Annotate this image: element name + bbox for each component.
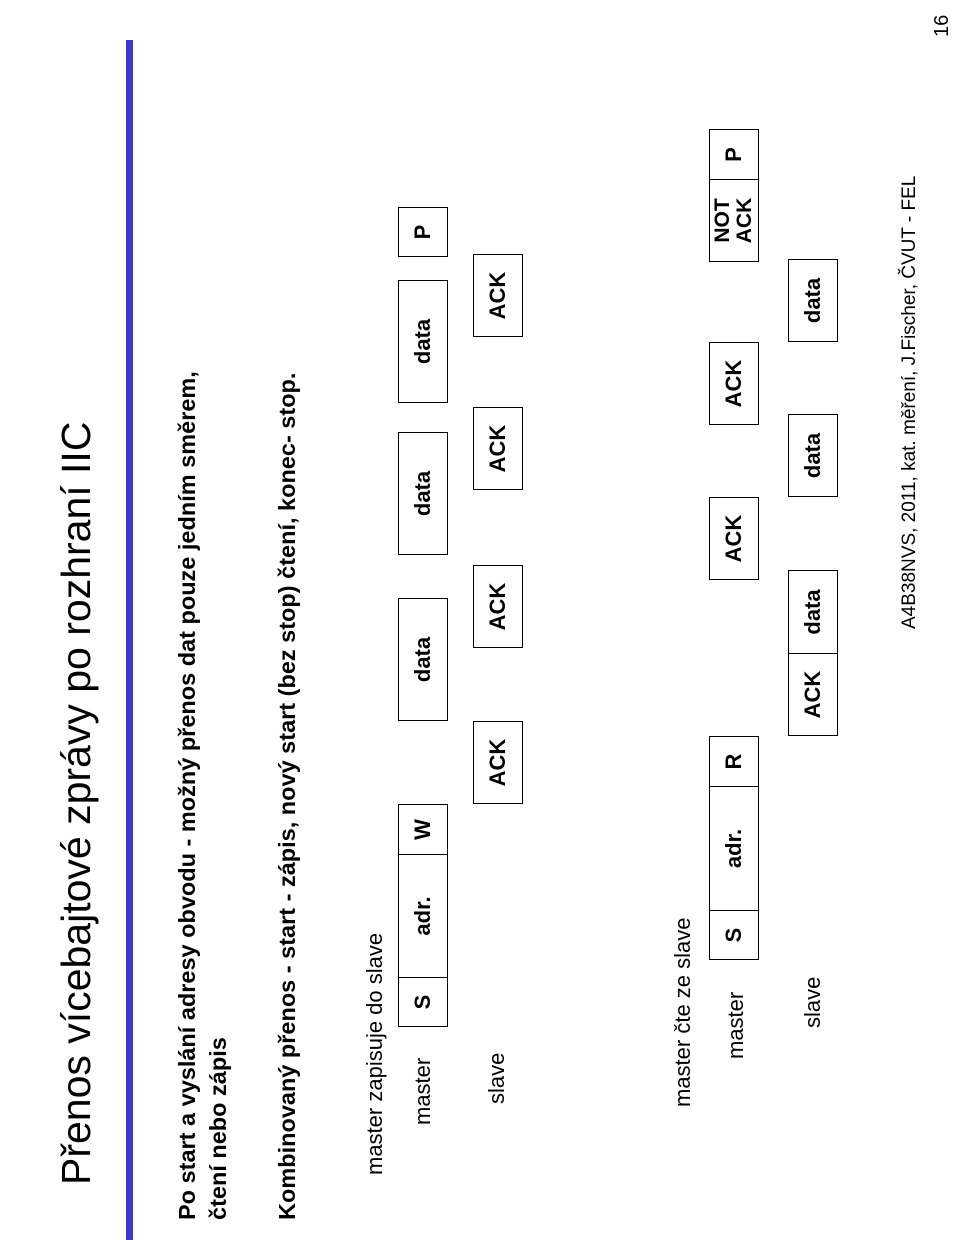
- page-title: Přenos vícebajtové zprávy po rozhraní IIC: [53, 421, 99, 1185]
- read-r-field: R: [709, 736, 759, 786]
- read-diagram-heading: master čte ze slave: [670, 917, 695, 1107]
- read-stop-field: P: [709, 129, 759, 179]
- read-slave-data-field-2: data: [788, 414, 838, 497]
- write-ack-field-3: ACK: [473, 407, 523, 490]
- paragraph-1-line-2: čtení nebo zápis: [205, 1037, 231, 1220]
- write-diagram-heading: master zapisuje do slave: [362, 932, 387, 1175]
- read-slave-ack-field: ACK: [788, 653, 838, 736]
- write-master-label: master: [410, 1057, 435, 1125]
- read-slave-data-field-3: data: [788, 259, 838, 342]
- read-slave-data-field-1: data: [788, 570, 838, 653]
- read-master-label: master: [723, 991, 748, 1059]
- write-data-field-2: data: [398, 432, 448, 555]
- read-slave-label: slave: [800, 976, 825, 1028]
- write-data-field-3: data: [398, 280, 448, 403]
- read-start-field: S: [709, 910, 759, 960]
- page-number: 16: [931, 14, 953, 37]
- read-not-ack-field: [709, 179, 759, 262]
- write-stop-field: P: [398, 207, 448, 257]
- paragraph-2: Kombinovaný přenos - start - zápis, nový start (bez stop) čtení, konec- stop.: [274, 372, 300, 1220]
- write-w-field: W: [398, 804, 448, 854]
- write-data-field-1: data: [398, 598, 448, 721]
- paragraph-1-line-1: Po start a vyslání adresy obvodu - možný přenos dat pouze jedním směrem,: [174, 371, 200, 1220]
- read-ack-field-1: ACK: [709, 497, 759, 580]
- write-address-field: adr.: [398, 854, 448, 977]
- read-not-ack-line-2: ACK: [733, 197, 756, 244]
- write-ack-field-4: ACK: [473, 254, 523, 337]
- read-address-field: adr.: [709, 786, 759, 910]
- course-credit: A4B38NVS, 2011, kat. měření, J.Fischer, ČVUT - FEL: [899, 175, 920, 629]
- write-slave-label: slave: [484, 1052, 509, 1104]
- read-ack-field-2: ACK: [709, 342, 759, 425]
- title-underline: [126, 40, 133, 1240]
- write-start-field: S: [398, 977, 448, 1027]
- write-ack-field-1: ACK: [473, 721, 523, 804]
- paragraph-1: [172, 30, 234, 1220]
- write-ack-field-2: ACK: [473, 565, 523, 648]
- read-not-ack-line-1: NOT: [711, 198, 734, 243]
